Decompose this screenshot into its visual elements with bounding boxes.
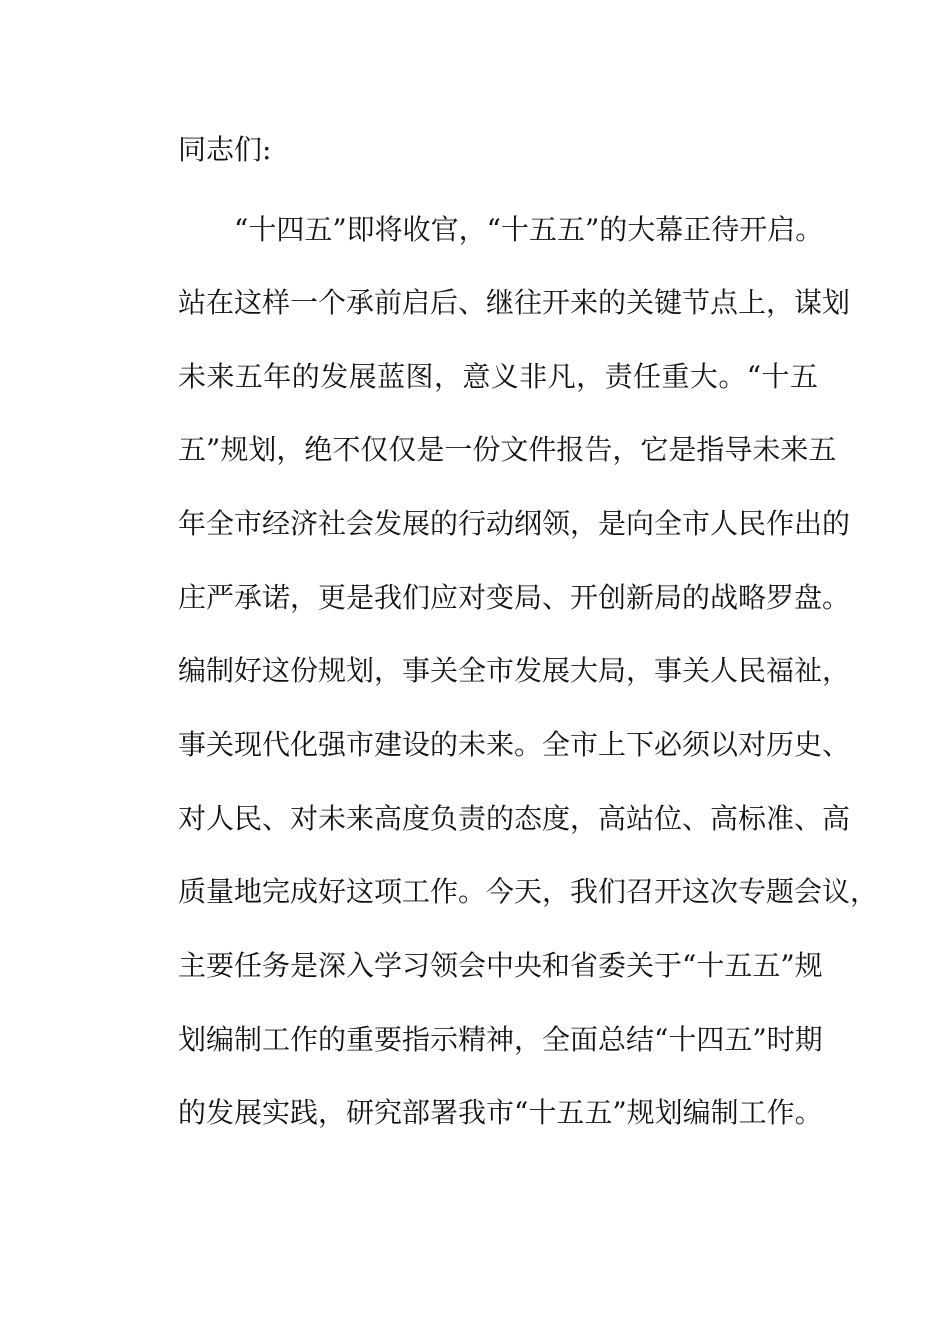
paragraph-line: 对人民、对未来高度负责的态度，高站位、高标准、高 — [178, 802, 851, 835]
paragraph-line: 质量地完成好这项工作。今天，我们召开这次专题会议， — [178, 875, 879, 908]
paragraph-line: 庄严承诺，更是我们应对变局、开创新局的战略罗盘。 — [178, 581, 851, 614]
paragraph-line: “十四五”即将收官，“十五五”的大幕正待开启。 — [234, 213, 824, 246]
paragraph-line: 的发展实践，研究部署我市“十五五”规划编制工作。 — [178, 1096, 823, 1129]
paragraph-line: 主要任务是深入学习领会中央和省委关于“十五五”规 — [178, 949, 823, 982]
paragraph-line: 未来五年的发展蓝图，意义非凡，责任重大。“十五 — [178, 360, 818, 393]
paragraph-line: 年全市经济社会发展的行动纲领，是向全市人民作出的 — [178, 507, 851, 540]
paragraph-line: 事关现代化强市建设的未来。全市上下必须以对历史、 — [178, 728, 851, 761]
paragraph-line: 编制好这份规划，事关全市发展大局，事关人民福祉， — [178, 654, 851, 687]
salutation: 同志们: — [178, 133, 272, 166]
paragraph-line: 划编制工作的重要指示精神，全面总结“十四五”时期 — [178, 1023, 823, 1056]
paragraph-line: 五”规划，绝不仅仅是一份文件报告，它是指导未来五 — [178, 433, 837, 466]
paragraph-line: 站在这样一个承前启后、继往开来的关键节点上，谋划 — [178, 286, 851, 319]
